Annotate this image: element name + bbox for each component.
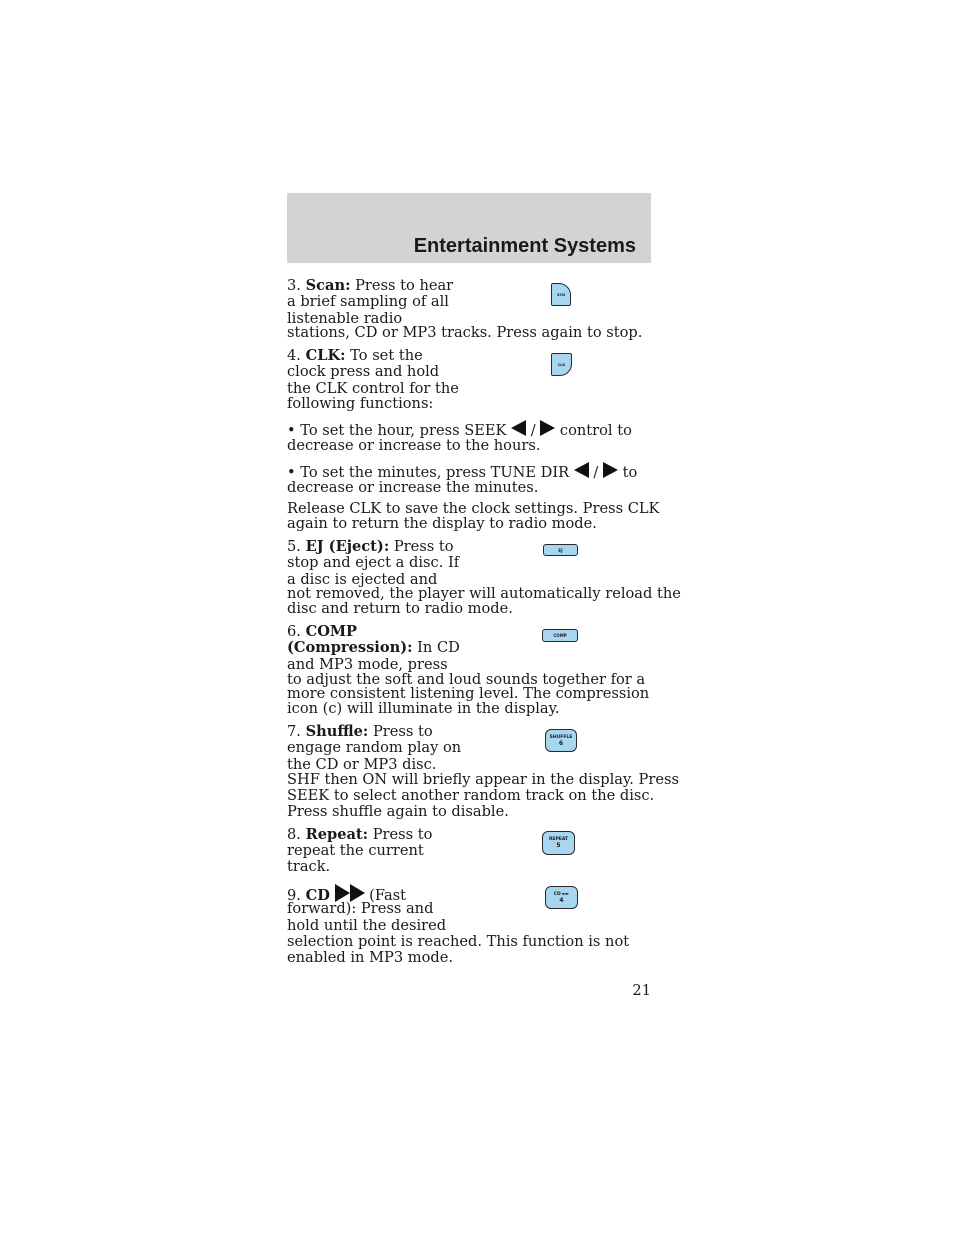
shuffle-line-2: engage random play on (287, 739, 462, 756)
clk-term: CLK: (305, 347, 346, 364)
repeat-number: 8. (287, 826, 301, 843)
seek-left-arrow-icon (511, 420, 526, 436)
release-line-1: Release CLK to save the clock settings. Press CLK (287, 500, 660, 517)
clk-text-1: To set the (345, 347, 423, 364)
bullet-minutes-post: to (617, 464, 638, 481)
eject-line-4: not removed, the player will automatically reload the (287, 585, 681, 602)
clk-button-icon (551, 353, 572, 376)
clk-line-3: the CLK control for the (287, 380, 459, 397)
repeat-term: Repeat: (305, 826, 369, 843)
clk-line-2: clock press and hold (287, 363, 440, 380)
repeat-line-3: track. (287, 858, 331, 875)
bullet-hour-sep: / (526, 422, 541, 439)
release-line-2: again to return the display to radio mode. (287, 515, 597, 532)
comp-line-1 (287, 624, 357, 640)
cd-ff-text-1: (Fast (369, 887, 407, 904)
comp-line-6: icon (c) will illuminate in the display. (287, 700, 560, 717)
scan-line-2: a brief sampling of all (287, 293, 449, 310)
bullet-minutes-line-2: decrease or increase the minutes. (287, 479, 539, 496)
cd-ff-term: CD (305, 887, 330, 904)
eject-line-1 (287, 539, 454, 555)
comp-line-3: and MP3 mode, press (287, 656, 448, 673)
shuffle-line-5: SEEK to select another random track on the disc. (287, 787, 655, 804)
scan-term: Scan: (305, 277, 351, 294)
bullet-hour-text: • To set the hour, press SEEK (287, 422, 512, 439)
tune-left-arrow-icon (574, 462, 589, 478)
scan-line-3: listenable radio (287, 310, 403, 327)
shuffle-term: Shuffle: (305, 723, 369, 740)
comp-line-2 (287, 640, 460, 656)
shuffle-line-1 (287, 724, 433, 740)
eject-button-icon (543, 544, 578, 556)
comp-text-2: In CD (412, 639, 460, 656)
repeat-line-1 (287, 827, 432, 843)
eject-term: EJ (Eject): (305, 538, 390, 555)
eject-icon-label: EJ (558, 547, 563, 553)
cd-ff-line-3: hold until the desired (287, 917, 447, 934)
eject-line-3: a disc is ejected and (287, 571, 438, 588)
shuffle-line-3: the CD or MP3 disc. (287, 756, 437, 773)
shuffle-text-1: Press to (368, 723, 433, 740)
comp-line-5: more consistent listening level. The compression (287, 685, 650, 702)
bullet-hour-post: control to (555, 422, 632, 439)
shuffle-icon-label: SHUFFLE (549, 734, 573, 740)
shuffle-number: 7. (287, 723, 301, 740)
scan-button-icon (551, 283, 571, 306)
repeat-icon-number: 5 (556, 842, 561, 849)
cd-ff-line-2: forward): Press and (287, 900, 434, 917)
comp-line-4: to adjust the soft and loud sounds together for a (287, 671, 646, 688)
repeat-button-icon (542, 831, 575, 855)
tune-right-arrow-icon (603, 462, 618, 478)
comp-button-icon (542, 629, 578, 642)
scan-icon-label: SCN (556, 292, 566, 297)
cd-ff-number: 9. (287, 887, 301, 904)
scan-text-1: Press to hear (350, 277, 454, 294)
shuffle-line-4: SHF then ON will briefly appear in the display. Press (287, 771, 679, 788)
clk-number: 4. (287, 347, 301, 364)
comp-icon-label: COMP (553, 633, 567, 638)
cd-ff-line-5: enabled in MP3 mode. (287, 949, 453, 966)
page-number: 21 (632, 982, 651, 999)
cd-ff-button-icon (545, 886, 578, 909)
repeat-icon-label: REPEAT (548, 837, 569, 842)
cd-ff-line-4: selection point is reached. This function is not (287, 933, 630, 950)
shuffle-button-icon (545, 729, 577, 752)
bullet-minutes-text: • To set the minutes, press TUNE DIR (287, 464, 574, 481)
eject-line-2: stop and eject a disc. If (287, 554, 460, 571)
section-title: Entertainment Systems (413, 235, 636, 257)
clk-line-4: following functions: (287, 395, 434, 412)
cd-ff-icon-number: 4 (559, 896, 564, 904)
bullet-hour-line-2: decrease or increase to the hours. (287, 437, 541, 454)
comp-term-2: (Compression): (287, 639, 413, 656)
scan-number: 3. (287, 277, 301, 294)
eject-number: 5. (287, 538, 301, 555)
repeat-line-2: repeat the current (287, 842, 424, 859)
eject-line-5: disc and return to radio mode. (287, 600, 513, 617)
clk-icon-label: CLK (557, 362, 566, 367)
seek-right-arrow-icon (540, 420, 555, 436)
shuffle-icon-number: 6 (558, 739, 564, 747)
shuffle-line-6: Press shuffle again to disable. (287, 803, 509, 820)
comp-term: COMP (305, 623, 358, 640)
eject-text-1: Press to (389, 538, 454, 555)
comp-number: 6. (287, 623, 301, 640)
cd-ff-icon-label: CD ►► (553, 891, 570, 897)
scan-line-4: stations, CD or MP3 tracks. Press again to stop. (287, 324, 643, 341)
repeat-text-1: Press to (368, 826, 433, 843)
scan-line-1 (287, 278, 453, 294)
section-header (287, 193, 651, 263)
bullet-minutes-sep: / (588, 464, 603, 481)
clk-line-1 (287, 348, 423, 364)
